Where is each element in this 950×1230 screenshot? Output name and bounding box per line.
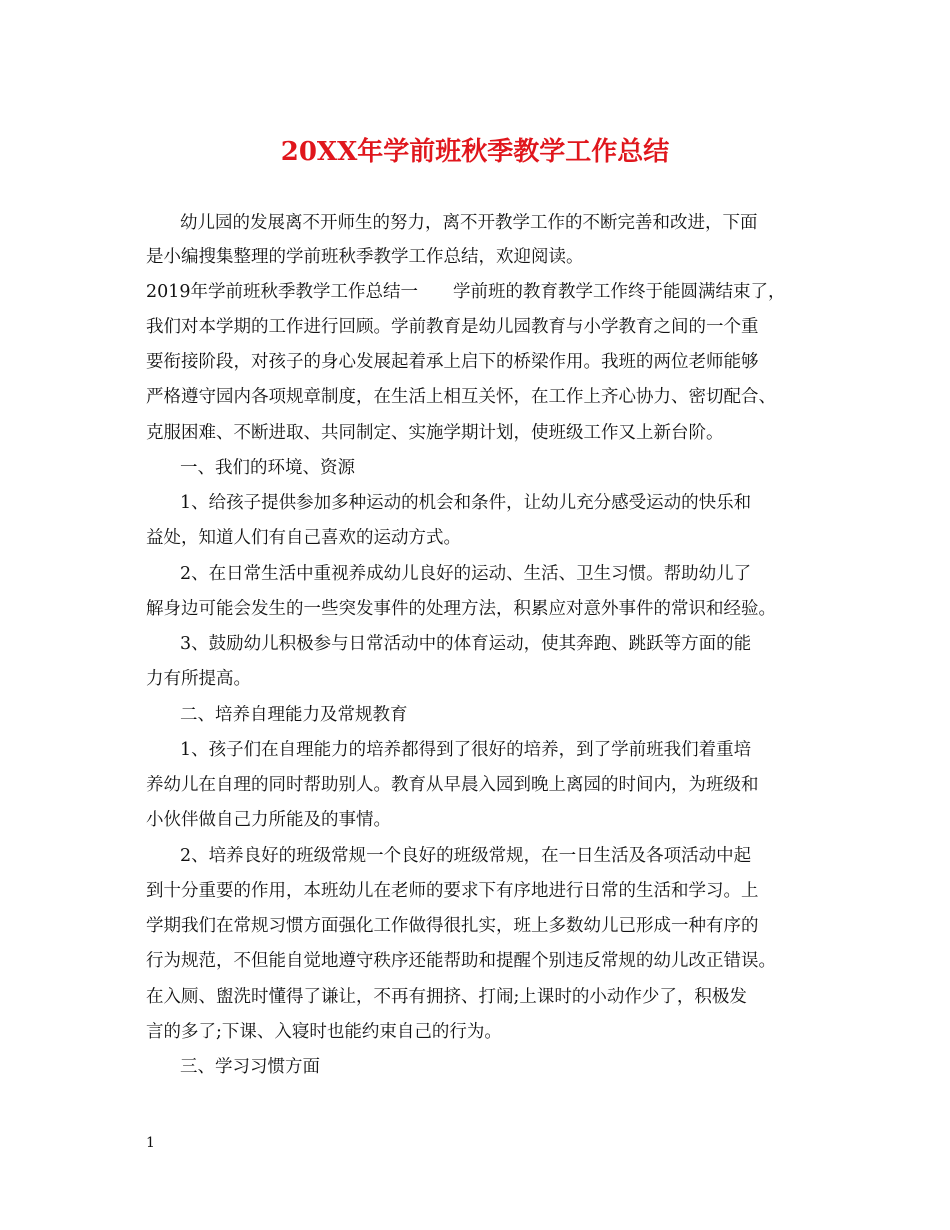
section-heading: 二、培养自理能力及常规教育 — [180, 705, 408, 725]
paragraph-line: 力有所提高。 — [146, 669, 251, 689]
paragraph-line: 2019年学前班秋季教学工作总结一 学前班的教育教学工作终于能圆满结束了， — [146, 282, 786, 302]
section-heading: 一、我们的环境、资源 — [180, 458, 355, 478]
paragraph-line: 要衔接阶段，对孩子的身心发展起着承上启下的桥梁作用。我班的两位老师能够 — [146, 352, 759, 372]
paragraph-line: 1、孩子们在自理能力的培养都得到了很好的培养，到了学前班我们着重培 — [180, 740, 752, 760]
paragraph-line: 我们对本学期的工作进行回顾。学前教育是幼儿园教育与小学教育之间的一个重 — [146, 317, 759, 337]
paragraph-line: 小伙伴做自己力所能及的事情。 — [146, 810, 391, 830]
page-number: 1 — [146, 1135, 155, 1151]
paragraph-line: 克服困难、不断进取、共同制定、实施学期计划，使班级工作又上新台阶。 — [146, 423, 724, 443]
section-heading: 三、学习习惯方面 — [180, 1057, 320, 1077]
paragraph-line: 解身边可能会发生的一些突发事件的处理方法，积累应对意外事件的常识和经验。 — [146, 599, 776, 619]
paragraph-line: 2、培养良好的班级常规一个良好的班级常规，在一日生活及各项活动中起 — [180, 846, 752, 866]
paragraph-line: 在入厕、盥洗时懂得了谦让，不再有拥挤、打闹;上课时的小动作少了，积极发 — [146, 987, 747, 1007]
paragraph-line: 到十分重要的作用，本班幼儿在老师的要求下有序地进行日常的生活和学习。上 — [146, 881, 759, 901]
paragraph-line: 养幼儿在自理的同时帮助别人。教育从早晨入园到晚上离园的时间内，为班级和 — [146, 775, 759, 795]
document-title: 20XX年学前班秋季教学工作总结 — [280, 137, 670, 167]
paragraph-line: 1、给孩子提供参加多种运动的机会和条件，让幼儿充分感受运动的快乐和 — [180, 493, 752, 513]
paragraph-line: 2、在日常生活中重视养成幼儿良好的运动、生活、卫生习惯。帮助幼儿了 — [180, 564, 752, 584]
paragraph-line: 行为规范，不但能自觉地遵守秩序还能帮助和提醒个别违反常规的幼儿改正错误。 — [146, 951, 776, 971]
paragraph-line: 言的多了;下课、入寝时也能约束自己的行为。 — [146, 1022, 502, 1042]
paragraph-line: 是小编搜集整理的学前班秋季教学工作总结，欢迎阅读。 — [146, 247, 584, 267]
paragraph-line: 幼儿园的发展离不开师生的努力，离不开教学工作的不断完善和改进，下面 — [180, 213, 758, 233]
paragraph-line: 益处，知道人们有自己喜欢的运动方式。 — [146, 528, 461, 548]
paragraph-line: 学期我们在常规习惯方面强化工作做得很扎实，班上多数幼儿已形成一种有序的 — [146, 916, 759, 936]
paragraph-line: 3、鼓励幼儿积极参与日常活动中的体育运动，使其奔跑、跳跃等方面的能 — [180, 634, 752, 654]
paragraph-line: 严格遵守园内各项规章制度，在生活上相互关怀，在工作上齐心协力、密切配合、 — [146, 387, 776, 407]
